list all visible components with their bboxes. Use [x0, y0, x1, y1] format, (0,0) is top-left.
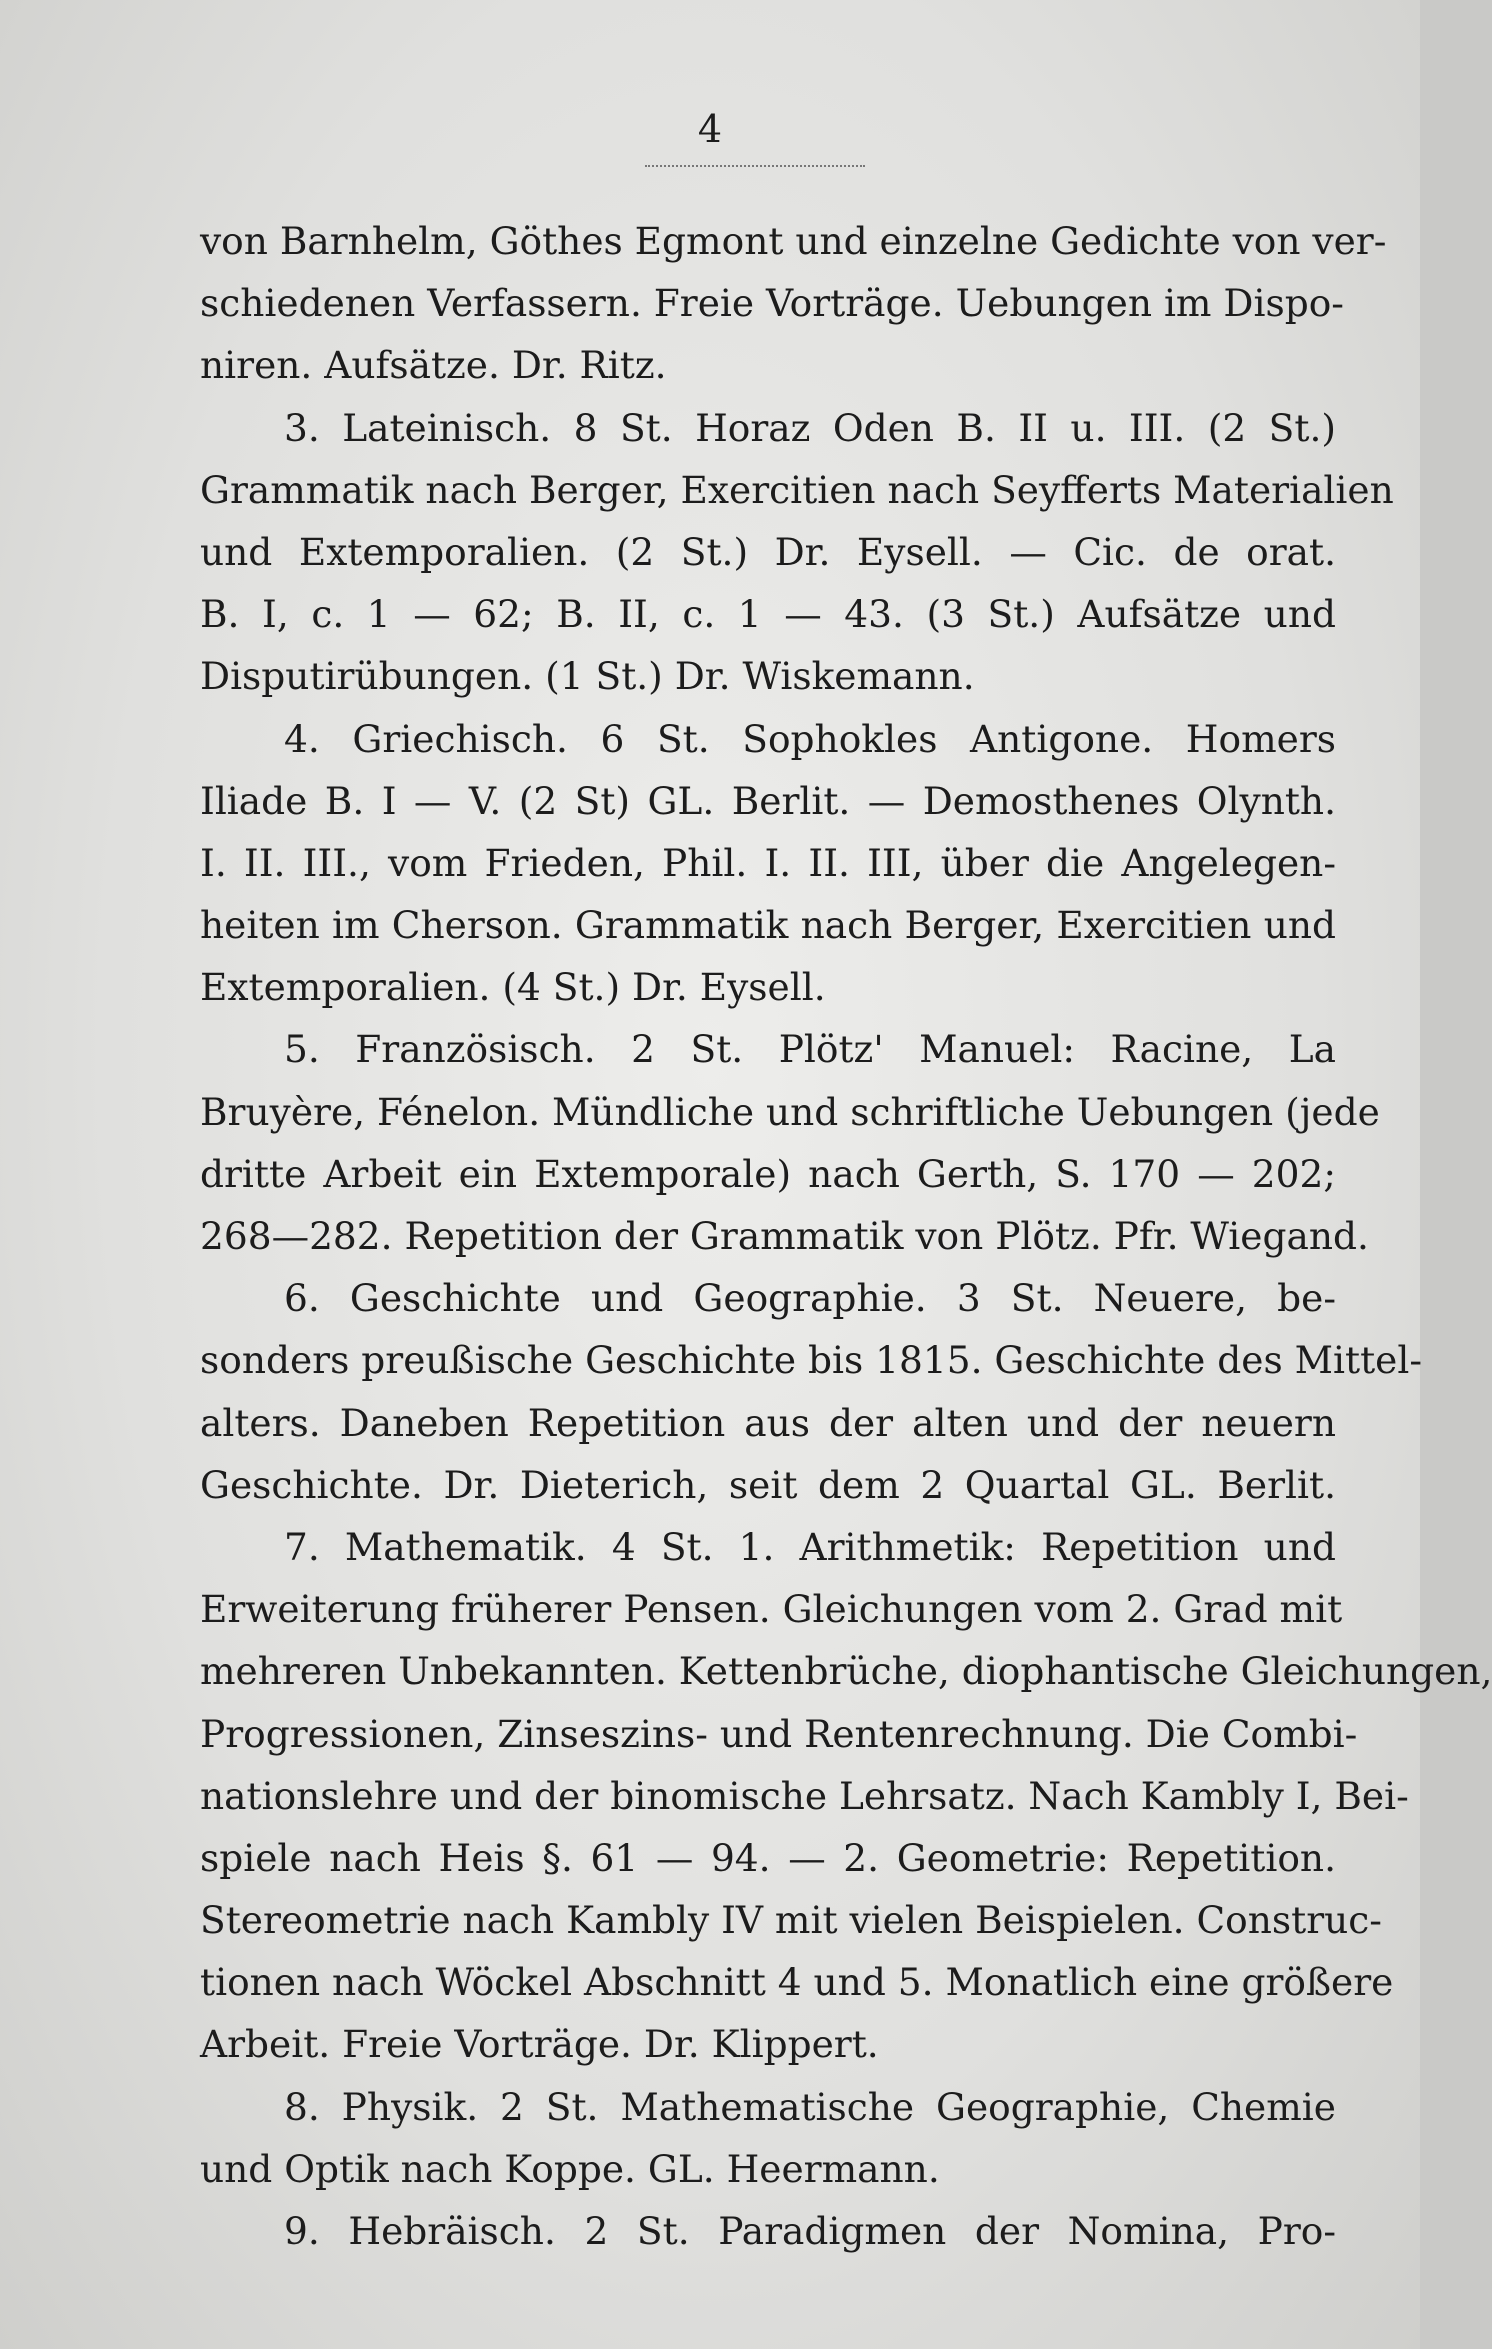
text-line: 6. Geschichte und Geographie. 3 St. Neuere, be-: [284, 1276, 1336, 1321]
header-rule: [645, 165, 865, 167]
text-line: Extemporalien. (4 St.) Dr. Eysell.: [200, 965, 826, 1010]
page-number: 4: [697, 107, 723, 151]
text-line: 4. Griechisch. 6 St. Sophokles Antigone. Homers: [284, 716, 1336, 761]
text-line: Iliade B. I — V. (2 St) GL. Berlit. — Demosthenes Olynth.: [200, 778, 1336, 823]
body-text: [200, 210, 1492, 2262]
text-line: Grammatik nach Berger, Exercitien nach Seyfferts Materialien: [200, 467, 1394, 512]
text-line: mehreren Unbekannten. Kettenbrüche, diophantische Gleichungen,: [200, 1649, 1492, 1694]
text-line: 8. Physik. 2 St. Mathematische Geographie, Chemie: [284, 2084, 1336, 2129]
text-line: niren. Aufsätze. Dr. Ritz.: [200, 343, 667, 388]
text-line: schiedenen Verfassern. Freie Vorträge. Uebungen im Dispo-: [200, 281, 1344, 326]
text-line: 268—282. Repetition der Grammatik von Plötz. Pfr. Wiegand.: [200, 1214, 1369, 1258]
text-line: 7. Mathematik. 4 St. 1. Arithmetik: Repetition und: [284, 1524, 1336, 1569]
text-line: tionen nach Wöckel Abschnitt 4 und 5. Monatlich eine größere: [200, 1960, 1394, 2005]
text-line: sonders preußische Geschichte bis 1815. Geschichte des Mittel-: [200, 1338, 1423, 1383]
text-line: Geschichte. Dr. Dieterich, seit dem 2 Quartal GL. Berlit.: [200, 1462, 1336, 1507]
text-line: 3. Lateinisch. 8 St. Horaz Oden B. II u. III. (2 St.): [284, 405, 1336, 450]
text-line: 9. Hebräisch. 2 St. Paradigmen der Nomina, Pro-: [284, 2209, 1336, 2253]
text-line: Progressionen, Zinseszins- und Rentenrechnung. Die Combi-: [200, 1711, 1358, 1756]
text-line: I. II. III., vom Frieden, Phil. I. II. III, über die Angelegen-: [200, 840, 1336, 885]
text-line: Disputirübungen. (1 St.) Dr. Wiskemann.: [200, 654, 975, 699]
text-line: dritte Arbeit ein Extemporale) nach Gerth, S. 170 — 202;: [200, 1151, 1336, 1196]
text-line: Arbeit. Freie Vorträge. Dr. Klippert.: [200, 2022, 879, 2067]
text-line: Bruyère, Fénelon. Mündliche und schriftliche Uebungen (jede: [200, 1089, 1380, 1134]
text-line: Erweiterung früherer Pensen. Gleichungen vom 2. Grad mit: [200, 1587, 1343, 1632]
text-line: B. I, c. 1 — 62; B. II, c. 1 — 43. (3 St.) Aufsätze und: [200, 592, 1336, 637]
text-line: von Barnhelm, Göthes Egmont und einzelne Gedichte von ver-: [200, 219, 1387, 263]
text-line: und Optik nach Koppe. GL. Heermann.: [200, 2146, 940, 2191]
text-line: heiten im Cherson. Grammatik nach Berger, Exercitien und: [200, 903, 1336, 948]
text-line: Stereometrie nach Kambly IV mit vielen Beispielen. Construc-: [200, 1898, 1382, 1943]
text-line: alters. Daneben Repetition aus der alten und der neuern: [200, 1400, 1336, 1445]
text-line: nationslehre und der binomische Lehrsatz. Nach Kambly I, Bei-: [200, 1773, 1409, 1818]
text-line: spiele nach Heis §. 61 — 94. — 2. Geometrie: Repetition.: [200, 1835, 1336, 1880]
text-line: und Extemporalien. (2 St.) Dr. Eysell. — Cic. de orat.: [200, 529, 1336, 574]
text-line: 5. Französisch. 2 St. Plötz' Manuel: Racine, La: [284, 1027, 1336, 1072]
